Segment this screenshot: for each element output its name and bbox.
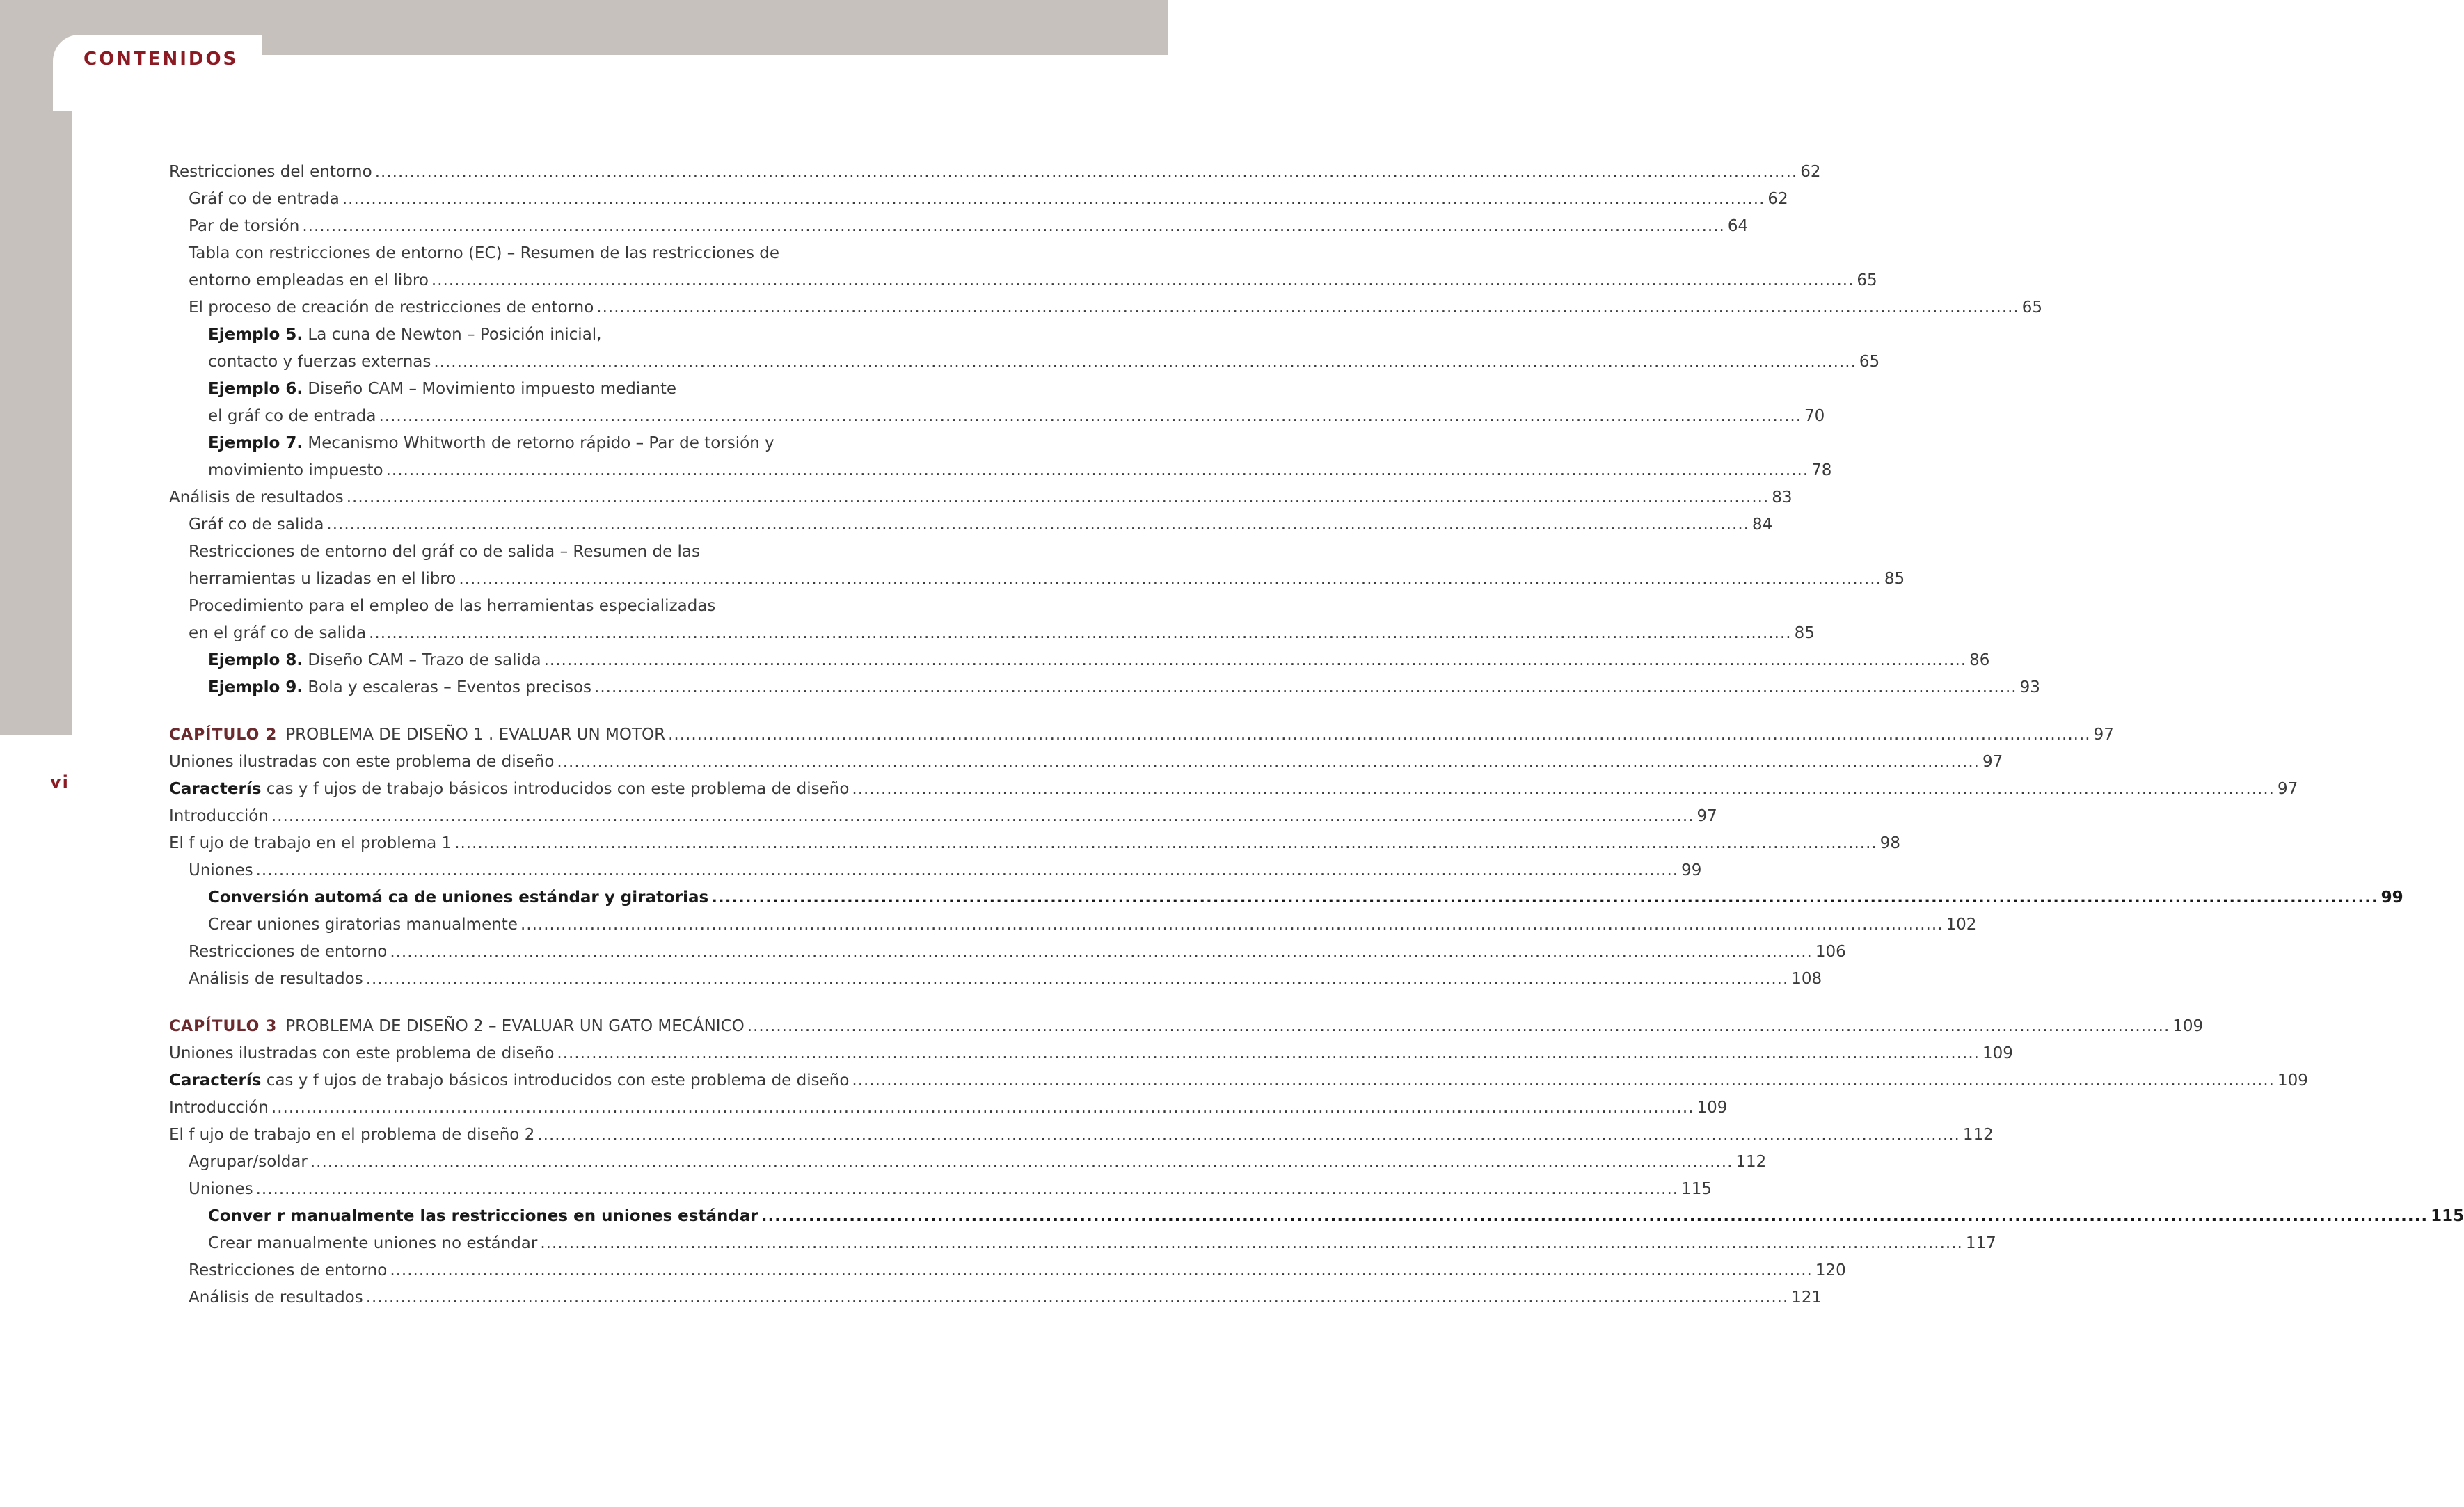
toc-entry[interactable]: Análisis de resultados ...................................................................................................................................................................................................................................................... 108	[189, 970, 1822, 988]
toc-entry[interactable]: Análisis de resultados ...................................................................................................................................................................................................................................................... 121	[189, 1289, 1822, 1307]
toc-entry[interactable]: Uniones ilustradas con este problema de diseño ...................................................................................................................................................................................................................................................... 109	[169, 1044, 2013, 1062]
toc-chapter[interactable]: CAPÍTULO 3 PROBLEMA DE DISEÑO 2 – EVALUAR UN GATO MECÁNICO ...................................................................................................................................................................................................................................................... 109	[169, 1017, 2204, 1035]
toc-entry[interactable]: herramientas u lizadas en el libro ...................................................................................................................................................................................................................................................... 85	[189, 570, 1905, 588]
toc-entry[interactable]: Caracterís cas y f ujos de trabajo básicos introducidos con este problema de diseño ...................................................................................................................................................................................................................................................... 97	[169, 780, 2298, 798]
page-number: vi	[50, 772, 70, 792]
toc-entry[interactable]: Introducción ...................................................................................................................................................................................................................................................... 109	[169, 1099, 1728, 1117]
toc-entry[interactable]: Ejemplo 9. Bola y escaleras – Eventos precisos ...................................................................................................................................................................................................................................................... 93	[208, 678, 2040, 696]
toc-entry[interactable]: contacto y fuerzas externas ...................................................................................................................................................................................................................................................... 65	[208, 353, 1880, 371]
toc-entry[interactable]: movimiento impuesto ...................................................................................................................................................................................................................................................... 78	[208, 461, 1832, 479]
toc-entry[interactable]: Restricciones de entorno ...................................................................................................................................................................................................................................................... 106	[189, 943, 1846, 961]
toc-entry[interactable]: Crear manualmente uniones no estándar ...................................................................................................................................................................................................................................................... 117	[208, 1234, 1996, 1252]
toc-entry[interactable]: El proceso de creación de restricciones de entorno ...................................................................................................................................................................................................................................................... 65	[189, 298, 2043, 317]
toc-entry[interactable]: Crear uniones giratorias manualmente ...................................................................................................................................................................................................................................................... 102	[208, 916, 1977, 934]
toc-entry[interactable]: Uniones ilustradas con este problema de diseño ...................................................................................................................................................................................................................................................... 97	[169, 753, 2003, 771]
toc-entry[interactable]: Caracterís cas y f ujos de trabajo básicos introducidos con este problema de diseño ...................................................................................................................................................................................................................................................... 109	[169, 1071, 2308, 1090]
toc-entry-line1[interactable]: Restricciones de entorno del gráf co de salida – Resumen de las	[189, 543, 701, 561]
toc-entry[interactable]: el gráf co de entrada ...................................................................................................................................................................................................................................................... 70	[208, 407, 1825, 425]
toc-example-line1[interactable]: Ejemplo 6. Diseño CAM – Movimiento impuesto mediante	[208, 380, 677, 398]
toc-entry[interactable]: Restricciones de entorno ...................................................................................................................................................................................................................................................... 120	[189, 1261, 1846, 1279]
toc-entry[interactable]: Ejemplo 8. Diseño CAM – Trazo de salida ...................................................................................................................................................................................................................................................... 86	[208, 651, 1990, 669]
toc-example-line1[interactable]: Ejemplo 7. Mecanismo Whitworth de retorno rápido – Par de torsión y	[208, 434, 774, 452]
toc-entry[interactable]: Análisis de resultados ...................................................................................................................................................................................................................................................... 83	[169, 488, 1793, 507]
toc-entry[interactable]: Gráf co de salida ...................................................................................................................................................................................................................................................... 84	[189, 516, 1773, 534]
toc-example-line1[interactable]: Ejemplo 5. La cuna de Newton – Posición inicial,	[208, 326, 602, 344]
toc-entry-line1[interactable]: Tabla con restricciones de entorno (EC) – Resumen de las restricciones de	[189, 244, 780, 262]
toc-entry[interactable]: Agrupar/soldar ...................................................................................................................................................................................................................................................... 112	[189, 1153, 1767, 1171]
toc-entry[interactable]: El f ujo de trabajo en el problema de diseño 2 ...................................................................................................................................................................................................................................................... 112	[169, 1126, 1994, 1144]
toc-entry[interactable]: El f ujo de trabajo en el problema 1 ...................................................................................................................................................................................................................................................... 98	[169, 834, 1900, 852]
toc-entry[interactable]: Uniones ...................................................................................................................................................................................................................................................... 115	[189, 1180, 1712, 1198]
toc-entry[interactable]: Conversión automá ca de uniones estándar y giratorias ...................................................................................................................................................................................................................................................... 99	[208, 888, 2403, 907]
toc-entry[interactable]: Restricciones del entorno ...................................................................................................................................................................................................................................................... 62	[169, 163, 1821, 181]
toc-entry[interactable]: Gráf co de entrada ...................................................................................................................................................................................................................................................... 62	[189, 190, 1788, 208]
toc-entry[interactable]: entorno empleadas en el libro ...................................................................................................................................................................................................................................................... 65	[189, 271, 1877, 289]
toc-entry[interactable]: Par de torsión ...................................................................................................................................................................................................................................................... 64	[189, 217, 1749, 235]
toc-entry-line1[interactable]: Procedimiento para el empleo de las herramientas especializadas	[189, 597, 716, 615]
header-tab	[53, 35, 262, 111]
toc-entry[interactable]: en el gráf co de salida ...................................................................................................................................................................................................................................................... 85	[189, 624, 1815, 642]
toc-entry[interactable]: Uniones ...................................................................................................................................................................................................................................................... 99	[189, 861, 1702, 879]
toc-entry[interactable]: Conver r manualmente las restricciones en uniones estándar ...................................................................................................................................................................................................................................................... 115	[208, 1207, 2464, 1225]
section-title: CONTENIDOS	[84, 49, 239, 70]
toc-chapter[interactable]: CAPÍTULO 2 PROBLEMA DE DISEÑO 1 . EVALUAR UN MOTOR ...................................................................................................................................................................................................................................................... 97	[169, 726, 2114, 744]
toc-entry[interactable]: Introducción ...................................................................................................................................................................................................................................................... 97	[169, 807, 1717, 825]
